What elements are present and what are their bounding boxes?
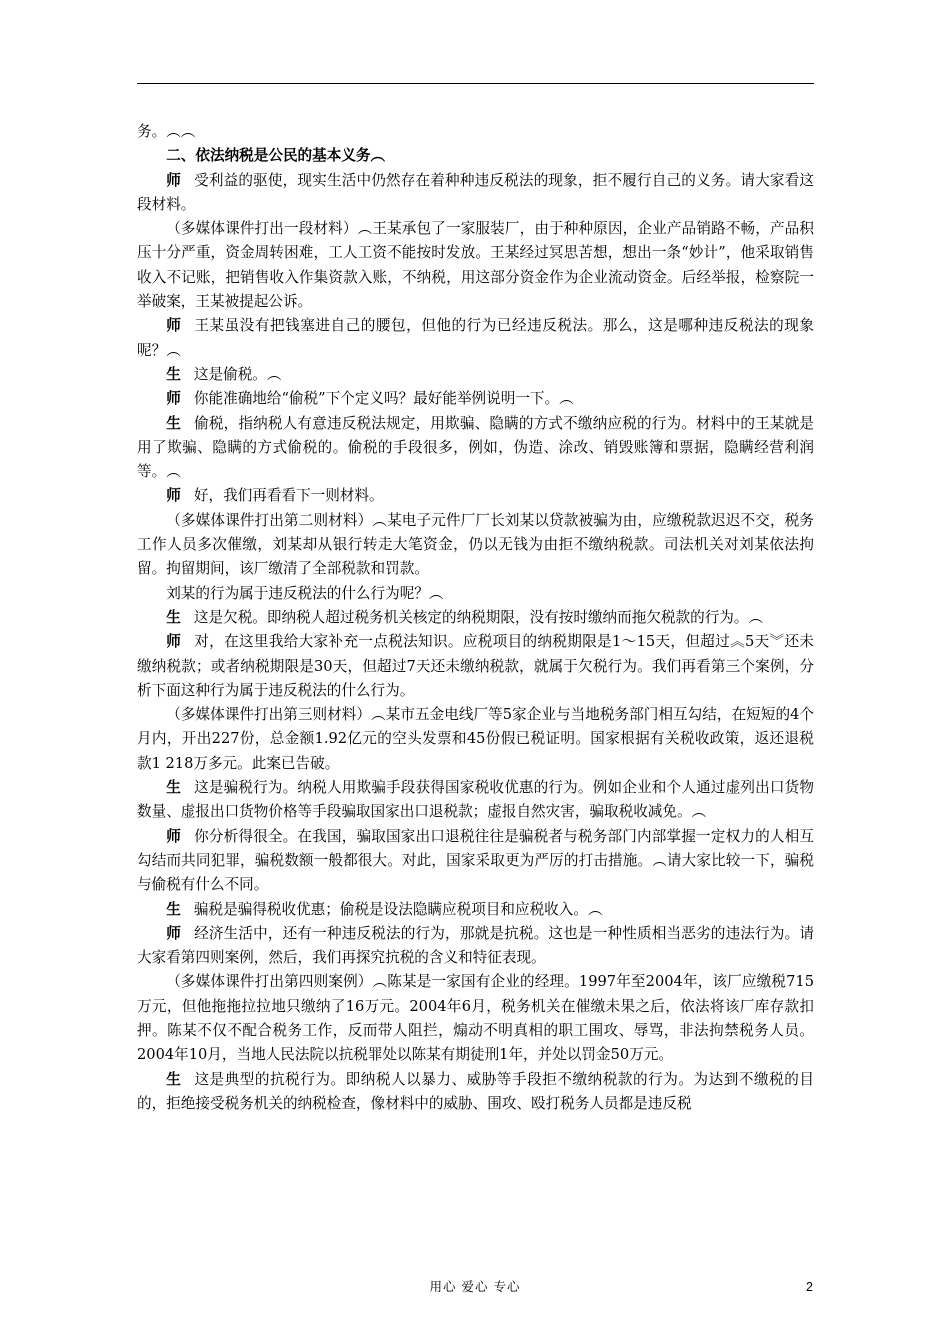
paragraph xyxy=(137,970,814,1067)
paragraph xyxy=(137,169,814,218)
paragraph xyxy=(137,387,814,411)
paragraph xyxy=(137,703,814,776)
paragraph-text: 对，在这里我给大家补充一点税法知识。应税项目的纳税期限是1～15天，但超过︽5天︾还未缴纳税款；或者纳税期限是30天，但超过7天还未缴纳税款，就属于欠税行为。我们再看第三个案例，分析下面这种行为属于违反税法的什么行为。 xyxy=(137,633,814,699)
paragraph xyxy=(137,582,814,606)
paragraph-text: 好，我们再看看下一则材料。 xyxy=(193,487,384,505)
footer-motto: 用心 爱心 专心 xyxy=(429,1279,521,1294)
page-footer xyxy=(0,1277,950,1297)
paragraph-text: 你能准确地给“偷税”下个定义吗？最好能举例说明一下。︵ xyxy=(193,390,574,408)
paragraph xyxy=(137,509,814,582)
speaker-label: 师 xyxy=(166,827,181,845)
paragraph xyxy=(137,363,814,387)
speaker-label: 生 xyxy=(166,900,181,918)
paragraph xyxy=(137,898,814,922)
paragraph xyxy=(137,825,814,898)
paragraph-text: （多媒体课件打出第三则材料）︵某市五金电线厂等5家企业与当地税务部门相互勾结，在短短的4个月内，开出227份，总金额1.92亿元的空头发票和45份假已税证明。国家根据有关税收政策，返还退税款1 218万多元。此案已告破。 xyxy=(137,706,814,772)
paragraph xyxy=(137,630,814,703)
paragraph-text: 偷税，指纳税人有意违反税法规定，用欺骗、隐瞒的方式不缴纳应税的行为。材料中的王某就是用了欺骗、隐瞒的方式偷税的。偷税的手段很多，例如，伪造、涂改、销毁账簿和票据，隐瞒经营利润等。︵ xyxy=(137,414,814,481)
document-body xyxy=(137,120,814,1116)
paragraph xyxy=(137,484,814,508)
paragraph-text: 受利益的驱使，现实生活中仍然存在着种种违反税法的现象，拒不履行自己的义务。请大家看这段材料。 xyxy=(137,171,814,213)
paragraph xyxy=(137,217,814,314)
paragraph-text: 骗税是骗得税收优惠；偷税是设法隐瞒应税项目和应税收入。︵ xyxy=(193,900,603,918)
paragraph-text: （多媒体课件打出第四则案例）︵陈某是一家国有企业的经理。1997年至2004年，该厂应缴税715万元，但他拖拖拉拉地只缴纳了16万元。2004年6月，税务机关在催缴未果之后，依法将该厂库存款扣押。陈某不仅不配合税务工作，反而带人阻拦，煽动不明真相的职工围攻、辱骂，非法拘禁税务人员。2004年10月，当地人民法院以抗税罪处以陈某有期徒刑1年，并处以罚金50万元。 xyxy=(137,973,814,1064)
speaker-label: 生 xyxy=(166,414,181,432)
header-rule xyxy=(137,83,814,84)
speaker-label: 师 xyxy=(166,171,181,189)
paragraph xyxy=(137,412,814,485)
section-heading xyxy=(137,144,814,168)
paragraph xyxy=(137,1068,814,1117)
paragraph-text: 刘某的行为属于违反税法的什么行为呢？︵ xyxy=(166,584,444,602)
paragraph xyxy=(137,606,814,630)
paragraph-text: （多媒体课件打出一段材料）︵王某承包了一家服装厂，由于种种原因，企业产品销路不畅，产品积压十分严重，资金周转困难，工人工资不能按时发放。王某经过冥思苦想，想出一条“妙计”，他采取销售收入不记账，把销售收入作集资款入账，不纳税，用这部分资金作为企业流动资金。后经举报，检察院一举破案，王某被提起公诉。 xyxy=(137,220,814,311)
speaker-label: 师 xyxy=(166,317,182,335)
paragraph-text: 王某虽没有把钱塞进自己的腰包，但他的行为已经违反税法。那么，这是哪种违反税法的现象呢？︵ xyxy=(137,317,814,359)
paragraph xyxy=(137,314,814,363)
speaker-label: 生 xyxy=(166,365,181,383)
paragraph-text: 你分析得很全。在我国，骗取国家出口退税往往是骗税者与税务部门内部掌握一定权力的人相互勾结而共同犯罪，骗税数额一般都很大。对此，国家采取更为严厉的打击措施。︵请大家比较一下，骗税与偷税有什么不同。 xyxy=(137,827,814,894)
speaker-label: 生 xyxy=(166,1070,182,1088)
page-number: 2 xyxy=(806,1280,813,1294)
paragraph xyxy=(137,922,814,971)
paragraph-text: 二、依法纳税是公民的基本义务︵ xyxy=(166,147,386,165)
paragraph-text: 这是偷税。︵ xyxy=(193,365,282,383)
paragraph xyxy=(137,120,814,144)
paragraph-text: （多媒体课件打出第二则材料）︵某电子元件厂厂长刘某以贷款被骗为由，应缴税款迟迟不交，税务工作人员多次催缴，刘某却从银行转走大笔资金，仍以无钱为由拒不缴纳税款。司法机关对刘某依法拘留。拘留期间，该厂缴清了全部税款和罚款。 xyxy=(137,511,814,578)
paragraph-text: 经济生活中，还有一种违反税法的行为，那就是抗税。这也是一种性质相当恶劣的违法行为。请大家看第四则案例，然后，我们再探究抗税的含义和特征表现。 xyxy=(137,924,814,967)
speaker-label: 师 xyxy=(166,390,181,408)
speaker-label: 师 xyxy=(166,633,182,651)
paragraph xyxy=(137,776,814,825)
paragraph-text: 这是骗税行为。纳税人用欺骗手段获得国家税收优惠的行为。例如企业和个人通过虚列出口货物数量、虚报出口货物价格等手段骗取国家出口退税款；虚报自然灾害，骗取税收减免。︵ xyxy=(137,779,814,821)
paragraph-text: 这是典型的抗税行为。即纳税人以暴力、威胁等手段拒不缴纳税款的行为。为达到不缴税的目的，拒绝接受税务机关的纳税检查，像材料中的威胁、围攻、殴打税务人员都是违反税 xyxy=(137,1070,814,1112)
paragraph-text: 这是欠税。即纳税人超过税务机关核定的纳税期限，没有按时缴纳而拖欠税款的行为。︵ xyxy=(193,608,764,626)
speaker-label: 师 xyxy=(166,487,181,505)
speaker-label: 生 xyxy=(166,608,181,626)
paragraph-text: 务。︵︵ xyxy=(137,123,196,140)
speaker-label: 生 xyxy=(166,779,181,797)
speaker-label: 师 xyxy=(166,924,181,942)
